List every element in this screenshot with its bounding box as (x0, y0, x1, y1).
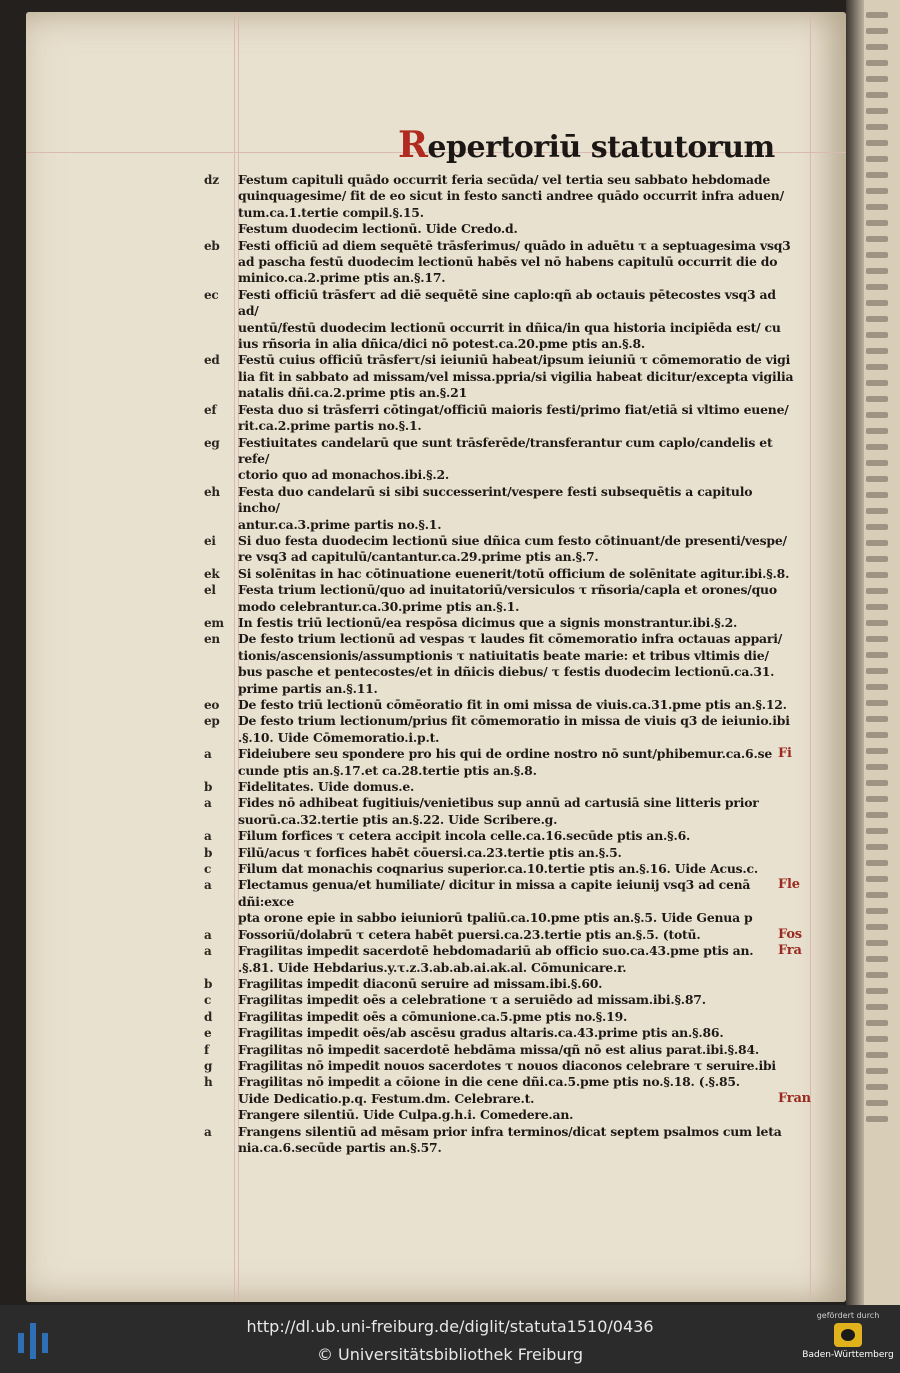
signature-mark: ec (204, 287, 219, 302)
signature-mark: e (204, 1026, 212, 1041)
facing-page-text-line (866, 364, 888, 370)
facing-page-text-line (866, 476, 888, 482)
entry-line: rit.ca.2.prime partis no.§.1. (238, 418, 422, 434)
entry-line: uentū/festū duodecim lectionū occurrit in dñica/in qua historia incipiēda est/ cu (238, 319, 781, 335)
facing-page-text-line (866, 188, 888, 194)
margin-catchword: Fos (778, 926, 802, 942)
facing-page-text-line (866, 940, 888, 946)
facing-page-text-line (866, 396, 888, 402)
facing-page-text-line (866, 556, 888, 562)
signature-mark: ei (204, 533, 216, 548)
margin-catchword: Fran (778, 1090, 811, 1106)
signature-mark: g (204, 1058, 213, 1073)
signature-mark: em (204, 615, 224, 630)
facing-page-text-line (866, 892, 888, 898)
entry-line: Festi officiū trāsferτ ad diē sequētē sine caplo:qñ ab octauis pētecostes vsq3 ad ad/ (238, 286, 776, 319)
signature-mark: ek (204, 566, 220, 581)
facing-page-text-line (866, 652, 888, 658)
entry-line: Fragilitas nō impedit nouos sacerdotes τ nouos diaconos celebrare τ seruire.ibi (238, 1057, 776, 1073)
entry-line: suorū.ca.32.tertie ptis an.§.22. Uide Scribere.g. (238, 811, 558, 827)
entry-line: Filū/acus τ forfices habēt cōuersi.ca.23.tertie ptis an.§.5. (238, 844, 622, 860)
entry-line: De festo triū lectionū cōmēoratio fit in omi missa de viuis.ca.31.pme ptis an.§.12. (238, 697, 787, 712)
signature-mark: en (204, 632, 220, 647)
entry-line: Fideiubere seu spondere pro his qui de ordine nostro nō sunt/phibemur.ca.6.se (238, 746, 773, 762)
entry-line: lia fit in sabbato ad missam/vel missa.ppria/si vigilia habeat dicitur/excepta vigilia (238, 368, 794, 384)
facing-page-text-line (866, 444, 888, 450)
entry-line: Fragilitas nō impedit a cōione in die cene dñi.ca.5.pme ptis no.§.18. (.§.85. (238, 1074, 740, 1090)
entry-line: pta orone epie in sabbo ieiuniorū tpaliū.ca.10.pme ptis an.§.5. Uide Genua p (238, 910, 753, 926)
facing-page-text-line (866, 860, 888, 866)
facing-page-text-line (866, 844, 888, 850)
index-entry (204, 943, 802, 976)
permalink[interactable]: http://dl.ub.uni-freiburg.de/diglit/statuta1510/0436 (246, 1317, 654, 1336)
entry-list (26, 172, 846, 1156)
signature-mark: a (204, 944, 212, 959)
funded-by-label: gefördert durch (816, 1311, 880, 1320)
facing-page-text-line (866, 700, 888, 706)
facing-page-text-line (866, 956, 888, 962)
entry-line: Flectamus genua/et humiliate/ dicitur in missa a capite ieiunij vsq3 ad cenā dñi:exce (238, 877, 751, 909)
index-entry (204, 434, 798, 484)
entry-line: Fidelitates. Uide domus.e. (238, 779, 415, 795)
entry-line: Fossoriū/dolabrū τ cetera habēt puersi.ca.23.tertie ptis an.§.5. (totū. (238, 926, 701, 942)
entry-line: De festo trium lectionum/prius fit cōmemoratio in missa de viuis q3 de ieiunio.ibi (238, 713, 790, 729)
entry-line: nia.ca.6.secūde partis an.§.57. (238, 1139, 442, 1155)
signature-mark: a (204, 927, 212, 942)
entry-line: Fragilitas impedit oēs a cōmunione.ca.5.pme ptis no.§.19. (238, 1008, 628, 1024)
signature-mark: a (204, 829, 212, 844)
index-entry (204, 1123, 798, 1157)
index-entry (204, 532, 798, 566)
index-entry (204, 352, 798, 401)
facing-page-text-line (866, 508, 888, 514)
facing-page-text-line (866, 140, 888, 146)
index-entry (204, 877, 800, 926)
funder-badge (800, 1311, 896, 1360)
signature-mark: b (204, 845, 213, 860)
signature-mark: d (204, 1009, 213, 1024)
entry-line: Festa duo si trāsferri cōtingat/officiū maioris festi/primo fiat/etiā si vltimo euene/ (238, 401, 789, 417)
index-entry (204, 828, 798, 844)
index-entry (204, 237, 798, 287)
index-entry (204, 614, 798, 631)
book-gutter (846, 0, 864, 1305)
facing-page-text-line (866, 620, 888, 626)
facing-page-text-line (866, 796, 888, 802)
index-entry (204, 582, 798, 615)
entry-line: .§.10. Uide Cōmemoratio.i.p.t. (238, 729, 440, 745)
entry-line: quinquagesime/ fit de eo sicut in festo sancti andree quādo occurrit infra aduen/ (238, 188, 784, 204)
facing-page-text-line (866, 12, 888, 18)
entry-line: modo celebrantur.ca.30.prime ptis an.§.1. (238, 598, 520, 614)
entry-line: ius rñsoria in alia dñica/dici nō potest.ca.20.pme ptis an.§.8. (238, 336, 645, 352)
signature-mark: ef (204, 402, 217, 417)
entry-line: Frangens silentiū ad mēsam prior infra terminos/dicat septem psalmos cum leta (238, 1123, 782, 1139)
facing-page-text-line (866, 108, 888, 114)
facing-page-text-line (866, 236, 888, 242)
signature-mark: a (204, 796, 212, 811)
signature-mark: ep (204, 714, 220, 729)
facing-page-text-line (866, 780, 888, 786)
index-entry (204, 483, 798, 533)
facing-page-text-line (866, 60, 888, 66)
index-entry (204, 1041, 798, 1058)
index-entry (204, 795, 798, 828)
facing-page-text-line (866, 1020, 888, 1026)
facing-page-text-line (866, 268, 888, 274)
running-title-text: epertoriū statutorum (427, 130, 775, 165)
index-entry (238, 1107, 798, 1123)
index-entry (204, 746, 798, 779)
facing-page-text-line (866, 252, 888, 258)
signature-mark: h (204, 1075, 213, 1090)
running-title-initial: R (398, 124, 428, 166)
entry-line: Festi officiū ad diem sequētē trāsferimus/ quādo in aduētu τ a septuagesima vsq3 (238, 237, 791, 253)
signature-mark: b (204, 780, 213, 795)
footer-bar (0, 1305, 900, 1373)
entry-line: bus pasche et pentecostes/et in dñicis diebus/ τ festis duodecim lectionū.ca.31. (238, 664, 775, 680)
index-entry (238, 1090, 811, 1107)
facing-page-text-line (866, 524, 888, 530)
facing-page-text-line (866, 748, 888, 754)
entry-line: Si solēnitas in hac cōtinuatione euenerit/totū officium de solēnitate agitur.ibi.§.8. (238, 565, 790, 581)
entry-line: In festis triū lectionū/ea respōsa dicimus que a signis monstrantur.ibi.§.2. (238, 614, 738, 630)
entry-line: Fides nō adhibeat fugitiuis/venietibus sup annū ad cartusiā sine litteris prior (238, 795, 759, 811)
index-entry (204, 401, 798, 435)
facing-page-text-line (866, 876, 888, 882)
facing-page-text-line (866, 732, 888, 738)
signature-mark: c (204, 993, 212, 1008)
index-entry (204, 861, 798, 877)
book-page (26, 12, 846, 1302)
facing-page-text-line (866, 684, 888, 690)
facing-page-text-line (866, 588, 888, 594)
entry-line: minico.ca.2.prime ptis an.§.17. (238, 270, 446, 286)
margin-catchword: Fra (778, 943, 802, 959)
signature-mark: el (204, 583, 216, 598)
index-entry (204, 844, 798, 861)
index-entry (204, 1025, 798, 1041)
facing-page-text-line (866, 828, 888, 834)
entry-line: Festiuitates candelarū que sunt trāsferēde/transferantur cum caplo/candelis et refe/ (238, 434, 773, 466)
entry-line: Filum dat monachis coqnarius superior.ca.10.tertie ptis an.§.16. Uide Acus.c. (238, 861, 759, 877)
index-entry (204, 631, 798, 697)
entry-line: Fragilitas impedit sacerdotē hebdomadariū ab officio suo.ca.43.pme ptis an. (238, 943, 754, 959)
signature-mark: eg (204, 435, 220, 450)
facing-page-text-line (866, 572, 888, 578)
copyright-notice: © Universitätsbibliothek Freiburg (316, 1345, 584, 1364)
entry-line: Uide Dedicatio.p.q. Festum.dm. Celebrare.t. (238, 1090, 535, 1106)
entry-line: cunde ptis an.§.17.et ca.28.tertie ptis an.§.8. (238, 762, 537, 778)
entry-line: Festa duo candelarū si sibi successerint/vespere festi subsequētis a capitulo incho/ (238, 483, 753, 516)
facing-page-text-line (866, 76, 888, 82)
facing-page-text-line (866, 412, 888, 418)
facing-page-text-line (866, 460, 888, 466)
facing-page-text-line (866, 988, 888, 994)
facing-page-text-line (866, 972, 888, 978)
facing-page-text-line (866, 348, 888, 354)
facing-page-text-line (866, 1004, 888, 1010)
index-entry (204, 565, 798, 582)
facing-page-text-line (866, 764, 888, 770)
index-entry (204, 779, 798, 795)
signature-mark: dz (204, 173, 219, 187)
signature-mark: b (204, 976, 213, 991)
entry-line: Frangere silentiū. Uide Culpa.g.h.i. Comedere.an. (238, 1107, 574, 1123)
funder-name: Baden-Württemberg (802, 1350, 894, 1360)
facing-page-text-line (866, 636, 888, 642)
signature-mark: eh (204, 484, 220, 499)
signature-mark: eo (204, 698, 220, 712)
entry-line: Festum capituli quādo occurrit feria secūda/ vel tertia seu sabbato hebdomade (238, 172, 771, 187)
facing-page-text-line (866, 1068, 888, 1074)
entry-line: .§.81. Uide Hebdarius.y.τ.z.3.ab.ab.ai.ak.al. Cōmunicare.r. (238, 959, 627, 975)
facing-page-text-line (866, 1084, 888, 1090)
entry-line: Fragilitas impedit diaconū seruire ad missam.ibi.§.60. (238, 975, 603, 991)
facing-page-text-line (866, 44, 888, 50)
facing-page-text-line (866, 1100, 888, 1106)
facing-page-text-line (866, 204, 888, 210)
signature-mark: a (204, 1124, 212, 1139)
entry-line: re vsq3 ad capitulū/cantantur.ca.29.prime ptis an.§.7. (238, 549, 599, 565)
index-entry (204, 1057, 798, 1074)
facing-page-text-line (866, 540, 888, 546)
index-entry (204, 975, 798, 992)
index-entry (204, 992, 798, 1008)
entry-line: Festa trium lectionū/quo ad inuitatoriū/versiculos τ rñsoria/capla et orones/quo (238, 582, 777, 598)
facing-page-text-line (866, 172, 888, 178)
facing-page-text-line (866, 908, 888, 914)
entry-line: Fragilitas nō impedit sacerdotē hebdāma missa/qñ nō est alius parat.ibi.§.84. (238, 1041, 759, 1057)
entry-line: tionis/ascensionis/assumptionis τ natiuitatis beate marie: et tribus vltimis die/ (238, 647, 769, 663)
entry-line: Fragilitas impedit oēs a celebratione τ a seruiēdo ad missam.ibi.§.87. (238, 992, 706, 1008)
entry-line: antur.ca.3.prime partis no.§.1. (238, 516, 442, 532)
entry-line: prime partis an.§.11. (238, 680, 378, 696)
running-title (398, 124, 775, 166)
facing-page-text-line (866, 220, 888, 226)
signature-mark: f (204, 1042, 209, 1057)
facing-page-text-line (866, 92, 888, 98)
signature-mark: eb (204, 238, 220, 253)
facing-page-text-line (866, 1052, 888, 1058)
signature-mark: ed (204, 353, 220, 368)
index-entry (204, 286, 798, 353)
facing-page-text-line (866, 812, 888, 818)
signature-mark: c (204, 862, 212, 877)
facing-page-text-line (866, 668, 888, 674)
facing-page-text-line (866, 300, 888, 306)
facing-page-text-line (866, 492, 888, 498)
entry-line: natalis dñi.ca.2.prime ptis an.§.21 (238, 385, 467, 401)
entry-line: ad pascha festū duodecim lectionū habēs vel nō habens capitulū occurrit die do (238, 254, 778, 270)
entry-line: De festo trium lectionū ad vespas τ laudes fit cōmemoratio infra octauas appari/ (238, 631, 783, 647)
entry-line: Si duo festa duodecim lectionū siue dñica cum festo cōtinuant/de presenti/vespe/ (238, 532, 787, 548)
coat-of-arms-icon (834, 1323, 862, 1347)
index-entry (204, 1008, 798, 1025)
index-entry (204, 1074, 798, 1090)
signature-mark: a (204, 878, 212, 893)
facing-page-text-line (866, 716, 888, 722)
entry-line: Festum duodecim lectionū. Uide Credo.d. (238, 221, 518, 237)
facing-page-text-line (866, 332, 888, 338)
facing-page-text-line (866, 604, 888, 610)
margin-catchword: Fle (778, 877, 800, 893)
facing-page-text-line (866, 156, 888, 162)
index-entry (204, 697, 798, 713)
entry-line: Festū cuius officiū trāsferτ/si ieiuniū habeat/ipsum ieiuniū τ cōmemoratio de vigi (238, 352, 791, 368)
index-entry (204, 713, 798, 746)
facing-page-text-line (866, 1036, 888, 1042)
facing-page-text-line (866, 316, 888, 322)
entry-line: Filum forfices τ cetera accipit incola celle.ca.16.secūde ptis an.§.6. (238, 828, 691, 844)
adjacent-page-edge (864, 0, 900, 1305)
entry-line: ctorio quo ad monachos.ibi.§.2. (238, 467, 450, 483)
facing-page-text-line (866, 428, 888, 434)
entry-line: Fragilitas impedit oēs/ab ascēsu gradus altaris.ca.43.prime ptis an.§.86. (238, 1025, 724, 1041)
entry-line: tum.ca.1.tertie compil.§.15. (238, 204, 424, 220)
index-entry (204, 926, 802, 943)
margin-catchword: Fi (778, 746, 792, 762)
signature-mark: a (204, 747, 212, 762)
facing-page-text-line (866, 284, 888, 290)
facing-page-text-line (866, 28, 888, 34)
facing-page-text-line (866, 124, 888, 130)
facing-page-text-line (866, 1116, 888, 1122)
index-entry (204, 172, 798, 221)
facing-page-text-line (866, 380, 888, 386)
index-entry (238, 221, 798, 237)
facing-page-text-line (866, 924, 888, 930)
